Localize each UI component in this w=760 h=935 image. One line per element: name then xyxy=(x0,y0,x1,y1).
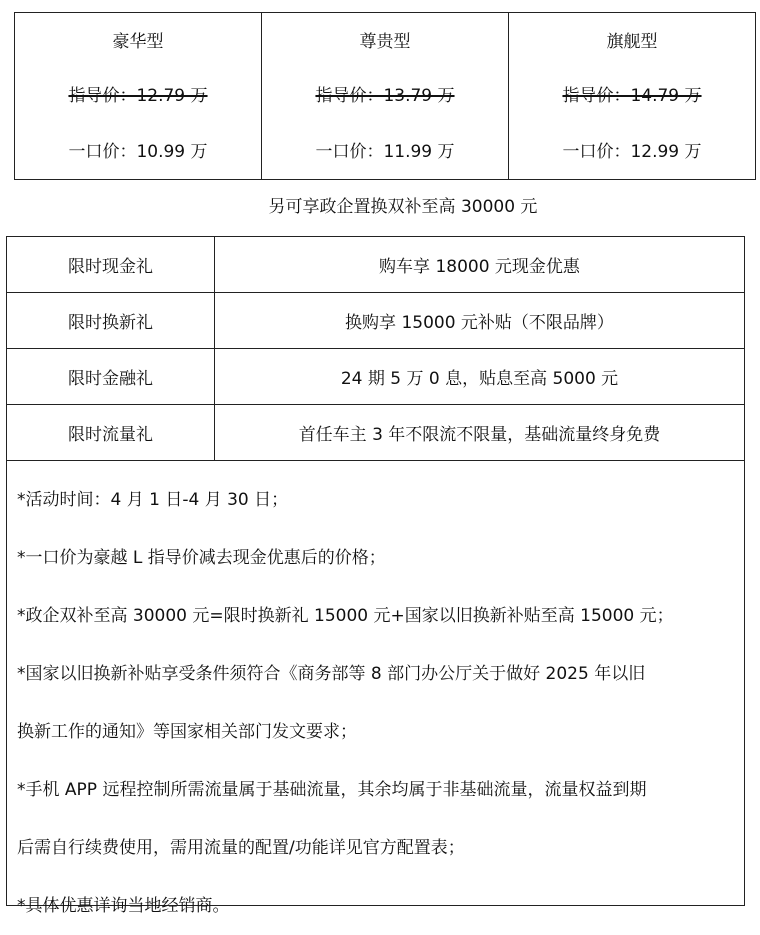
model-name: 豪华型 xyxy=(112,31,164,52)
note-line: *具体优惠详询当地经销商。 xyxy=(17,896,230,916)
note-line: *政企双补至高 30000 元=限时换新礼 15000 元+国家以旧换新补贴至高 15000 元； xyxy=(17,606,674,626)
terms-notes xyxy=(7,461,744,935)
gift-row xyxy=(7,293,744,349)
gift-value: 购车享 18000 元现金优惠 xyxy=(215,237,745,293)
model-price-row xyxy=(15,13,756,180)
gift-label: 限时流量礼 xyxy=(7,405,215,461)
gift-label: 限时现金礼 xyxy=(7,237,215,293)
gift-value: 换购享 15000 元补贴（不限品牌） xyxy=(215,293,745,349)
model-name: 尊贵型 xyxy=(359,31,411,52)
final-price: 一口价：12.99 万 xyxy=(562,141,702,162)
gift-table xyxy=(7,237,744,461)
note-line: 换新工作的通知》等国家相关部门发文要求； xyxy=(17,722,357,742)
subsidy-note: 另可享政企置换双补至高 30000 元 xyxy=(268,197,538,217)
gift-value: 24 期 5 万 0 息，贴息至高 5000 元 xyxy=(215,349,745,405)
gift-label: 限时金融礼 xyxy=(7,349,215,405)
guide-price: 指导价：12.79 万 xyxy=(68,85,208,106)
note-line: *手机 APP 远程控制所需流量属于基础流量，其余均属于非基础流量，流量权益到期 xyxy=(17,780,647,800)
gift-box xyxy=(6,236,745,916)
model-cell-premium xyxy=(262,13,509,180)
model-price-table xyxy=(14,12,756,180)
note-line: *一口价为豪越 L 指导价减去现金优惠后的价格； xyxy=(17,548,386,568)
guide-price: 指导价：13.79 万 xyxy=(315,85,455,106)
note-line: 后需自行续费使用，需用流量的配置/功能详见官方配置表； xyxy=(17,838,465,858)
gift-row xyxy=(7,237,744,293)
gift-row xyxy=(7,349,744,405)
gift-value: 首任车主 3 年不限流不限量，基础流量终身免费 xyxy=(215,405,745,461)
gift-row xyxy=(7,405,744,461)
final-price: 一口价：11.99 万 xyxy=(315,141,455,162)
model-name: 旗舰型 xyxy=(606,31,658,52)
note-line: *活动时间：4 月 1 日-4 月 30 日； xyxy=(17,490,289,510)
note-line: *国家以旧换新补贴享受条件须符合《商务部等 8 部门办公厅关于做好 2025 年以旧 xyxy=(17,664,646,684)
model-cell-flagship xyxy=(509,13,756,180)
guide-price: 指导价：14.79 万 xyxy=(562,85,702,106)
gift-label: 限时换新礼 xyxy=(7,293,215,349)
model-cell-luxury xyxy=(15,13,262,180)
final-price: 一口价：10.99 万 xyxy=(68,141,208,162)
